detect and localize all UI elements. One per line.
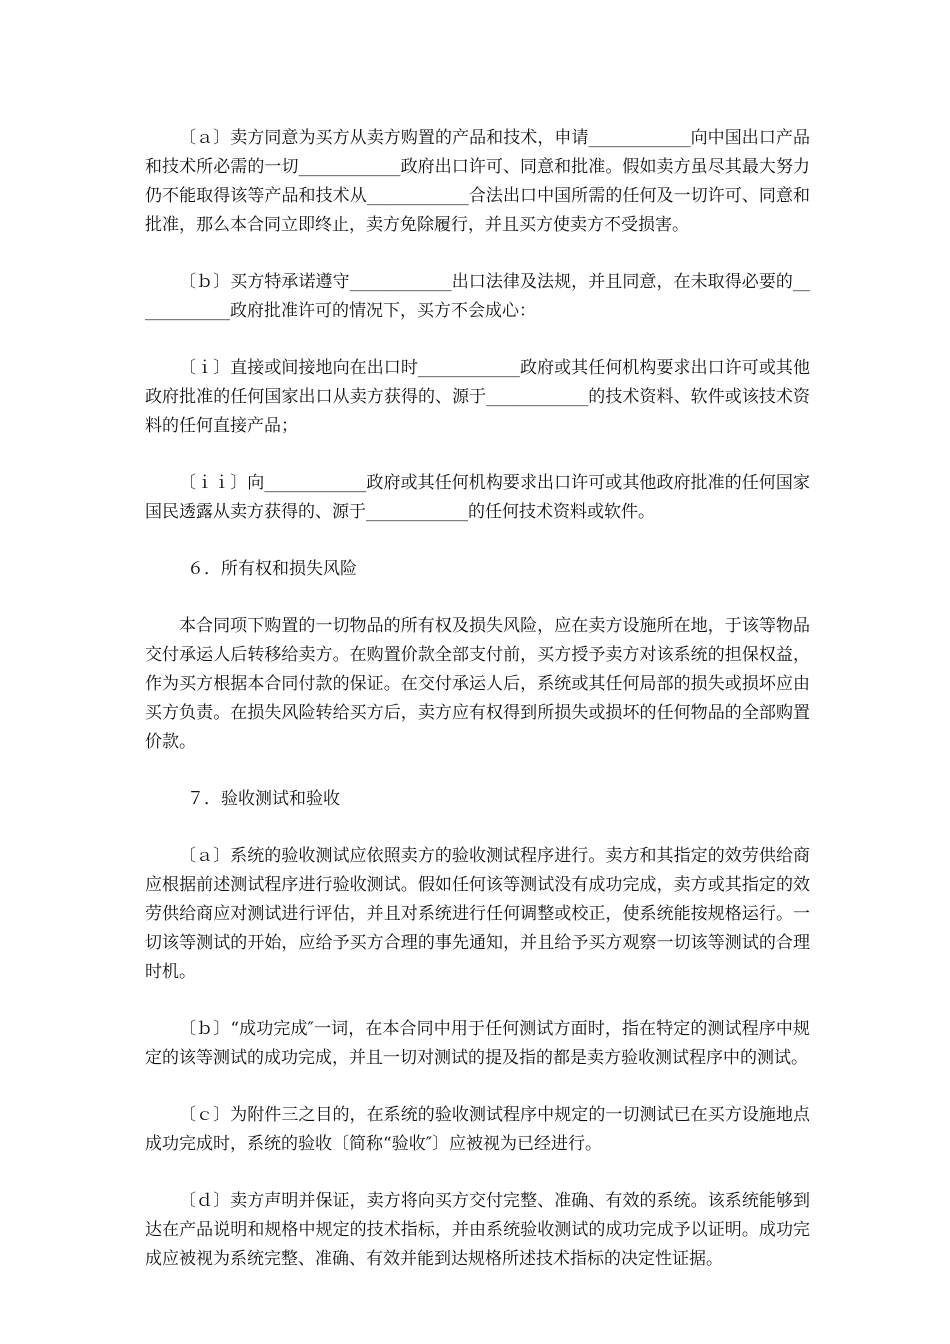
clause-7c: 〔ｃ〕为附件三之目的，在系统的验收测试程序中规定的一切测试已在买方设施地点成功完成时，系统的验收〔简称“验收″〕应被视为已经进行。 [145, 1105, 810, 1154]
section-6-heading: ６．所有权和损失风险 [187, 559, 357, 579]
clause-7a: 〔ａ〕系统的验收测试应依照卖方的验收测试程序进行。卖方和其指定的效劳供给商应根据前述测试程序进行验收测试。假如任何该等测试没有成功完成，卖方或其指定的效劳供给商应对测试进行评估，并且对系统进行任何调整或校正，使系统能按规格运行。一切该等测试的开始，应给予买方合理的事先通知，并且给予买方观察一切该等测试的合理时机。 [145, 846, 810, 982]
section-7-heading: ７．验收测试和验收 [187, 789, 340, 809]
section-6-body: 本合同项下购置的一切物品的所有权及损失风险，应在卖方设施所在地，于该等物品交付承运人后转移给卖方。在购置价款全部支付前，买方授予卖方对该系统的担保权益，作为买方根据本合同付款的保证。在交付承运人后，系统或其任何局部的损失或损坏应由买方负责。在损失风险转给买方后，卖方应有权得到所损失或损坏的任何物品的全部购置价款。 [145, 616, 810, 752]
clause-5a: 〔ａ〕卖方同意为买方从卖方购置的产品和技术，申请____________向中国出口产品和技术所必需的一切____________政府出口许可、同意和批准。假如卖方虽尽其最大努力仍不能取得该等产品和技术从____________合法出口中国所需的任何及一切许可、同意和批准，那么本合同立即终止，卖方免除履行，并且买方使卖方不受损害。 [145, 128, 810, 235]
clause-5b-ii: 〔ｉｉ〕向____________政府或其任何机构要求出口许可或其他政府批准的任何国家国民透露从卖方获得的、源于____________的任何技术资料或软件。 [145, 473, 810, 522]
clause-7b: 〔ｂ〕“成功完成″一词，在本合同中用于任何测试方面时，指在特定的测试程序中规定的该等测试的成功完成，并且一切对测试的提及指的都是卖方验收测试程序中的测试。 [145, 1019, 810, 1068]
document-page [145, 124, 810, 1302]
clause-5b: 〔ｂ〕买方特承诺遵守____________出口法律及法规，并且同意，在未取得必要的____________政府批准许可的情况下，买方不会成心： [145, 272, 810, 321]
clause-5b-i: 〔ｉ〕直接或间接地向在出口时____________政府或其任何机构要求出口许可或其他政府批准的任何国家出口从卖方获得的、源于____________的技术资料、软件或该技术资料的任何直接产品； [145, 358, 810, 436]
clause-7d: 〔ｄ〕卖方声明并保证，卖方将向买方交付完整、准确、有效的系统。该系统能够到达在产品说明和规格中规定的技术指标，并由系统验收测试的成功完成予以证明。成功完成应被视为系统完整、准确、有效并能到达规格所述技术指标的决定性证据。 [145, 1191, 810, 1269]
